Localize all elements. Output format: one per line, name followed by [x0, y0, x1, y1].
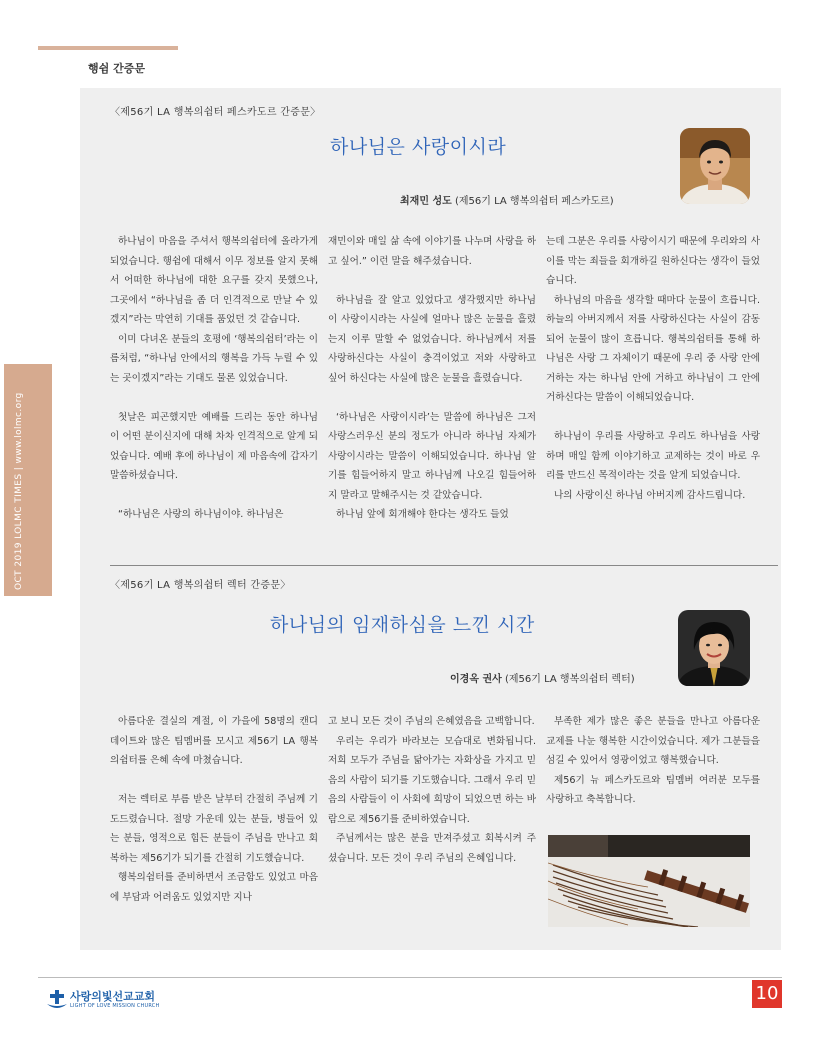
article1-column-3	[546, 232, 760, 505]
article1-col1-para: 이미 다녀온 분들의 호평에 ‘행복의쉼터’라는 이름처럼, “하나님 안에서의 행복을 가득 누릴 수 있는 곳이겠지”라는 기대도 물론 있었습니다.	[110, 333, 318, 384]
event-photo	[548, 835, 750, 927]
article1-title: 하나님은 사랑이시라	[330, 136, 507, 158]
article2-col1-para: 행복의쉼터를 준비하면서 조금함도 있었고 마음에 부담과 어려움도 있었지만 지나	[110, 872, 318, 903]
article2-role: (제56기 LA 행복의쉼터 렉터)	[504, 674, 635, 685]
article2-col3-para: 부족한 제가 많은 좋은 분들을 만나고 아름다운 교제를 나눈 행복한 시간이었습니다. 제가 그분들을 섬길 수 있어서 영광이었고 행복했습니다.	[546, 716, 760, 766]
article1-col2-para: 하나님 앞에 회개해야 한다는 생각도 들었	[336, 509, 509, 520]
section-title: 행쉼 간증문	[88, 62, 145, 75]
article2-col1-para: 저는 렉터로 부름 받은 날부터 간절히 주님께 기도드렸습니다. 절망 가운데 있는 분들, 병들어 있는 분들, 영적으로 힘든 분들이 주님을 만나고 회복하는 제56기가 되기를 간절히 기도했습니다.	[110, 794, 318, 864]
article1-column-2	[328, 232, 536, 525]
article1-col1-para: “하나님은 사랑의 하나님이야. 하나님은	[118, 509, 284, 520]
article1-column-1	[110, 232, 318, 525]
article2-title: 하나님의 임재하심을 느낀 시간	[270, 614, 535, 636]
article1-col1-para: 첫날은 피곤했지만 예배를 드리는 동안 하나님이 어떤 분이신지에 대해 차차 인격적으로 알게 되었습니다. 예배 후에 하나님이 제 마음속에 갑자기 말씀하셨습니다.	[110, 411, 318, 481]
article2-column-1	[110, 712, 318, 907]
footer-line	[38, 977, 782, 978]
article2-label: 〈제56기 LA 행복의쉼터 렉터 간증문〉	[110, 580, 291, 591]
article1-col2-para: 하나님을 잘 알고 있었다고 생각했지만 하나님이 사랑이시라는 사실에 얼마나 많은 눈물을 흘렸는지 이루 말할 수 없었습니다. 하나님께서 저를 사랑하신다는 사실이 충격이었고 저와 사랑하고 싶어 하신다는 사실에 많은 눈물을 흘렸습니다.	[328, 294, 536, 384]
header-accent-bar	[38, 46, 178, 50]
article1-role: (제56기 LA 행복의쉼터 페스카도르)	[454, 196, 614, 207]
article-divider	[110, 565, 778, 566]
article1-col3-para: 나의 사랑이신 하나님 아버지께 감사드립니다.	[554, 489, 746, 501]
sidebar-text: OCT 2019 LOLMC TIMES | www.lolmc.org	[14, 392, 24, 590]
article2-col1-para: 아름다운 결실의 계절, 이 가을에 58명의 캔디데이트와 많은 팀멤버를 모시고 제56기 LA 행복의쉼터를 은혜 속에 마쳤습니다.	[110, 716, 318, 766]
church-cross-icon	[46, 988, 68, 1012]
article1-col3-para: 는데 그분은 우리를 사랑이시기 때문에 우리와의 사이를 막는 죄들을 회개하길 원하신다는 생각이 들었습니다.	[546, 236, 760, 286]
article1-author: 최재민 성도	[400, 196, 452, 207]
sidebar-tab	[4, 364, 52, 596]
author2-photo	[678, 610, 750, 686]
article1-col2-para: 재민이와 매일 삶 속에 이야기를 나누며 사랑을 하고 싶어.” 이런 말을 해주셨습니다.	[328, 236, 536, 267]
article1-byline	[400, 192, 614, 207]
article2-col2-para: 고 보니 모든 것이 주님의 은혜였음을 고백합니다.	[328, 716, 535, 727]
article2-col3-para: 제56기 뉴 페스카도르와 팀멤버 여러분 모두를 사랑하고 축복합니다.	[546, 774, 760, 805]
article1-col3-para: 하나님의 마음을 생각할 때마다 눈물이 흐릅니다. 하늘의 아버지께서 저를 사랑하신다는 사실이 감동되어 눈물이 많이 흐릅니다. 행복의쉼터를 통해 하나님은 사랑 그 자체이기 때문에 우리 중 사랑 안에 거하는 자는 하나님 안에 거하고 하나님이 그 안에 거하신다는 말씀이 이해되었습니다.	[546, 294, 760, 403]
article1-label: 〈제56기 LA 행복의쉼터 페스카도르 간증문〉	[110, 107, 321, 118]
article2-author: 이경옥 권사	[450, 674, 502, 685]
article2-column-2	[328, 712, 536, 868]
church-logo	[46, 988, 160, 1016]
article2-byline	[450, 670, 635, 685]
article2-col2-para: 주님께서는 많은 분을 만져주셨고 회복시켜 주셨습니다. 모든 것이 우리 주님의 은혜입니다.	[328, 833, 536, 864]
article1-col1-para: 하나님이 마음을 주셔서 행복의쉼터에 올라가게 되었습니다. 행쉼에 대해서 이무 정보를 알지 못해서 어떠한 하나님에 대한 요구를 갖지 못했으나, 그곳에서 “하나님을 좀 더 인격적으로 만날 수 있겠지”라는 막연히 기대를 품었던 것 같습니다.	[110, 236, 318, 325]
article2-col2-para: 우리는 우리가 바라보는 모습대로 변화됩니다. 저희 모두가 주님을 닮아가는 자화상을 가지고 믿음의 사람이 되기를 기도했습니다. 그래서 우리 믿음의 사람들이 이 사회에 희망이 되었으면 하는 바람으로 제56기를 준비하였습니다.	[328, 735, 536, 825]
article1-col3-para: 하나님이 우리를 사랑하고 우리도 하나님을 사랑하며 매일 함께 이야기하고 교제하는 것이 바로 우리를 만드신 목적이라는 것을 알게 되었습니다.	[546, 431, 760, 481]
article2-column-3	[546, 712, 760, 810]
author1-photo	[680, 128, 750, 204]
article1-col2-para: ‘하나님은 사랑이시라’는 말씀에 하나님은 그저 사랑스러우신 분의 정도가 아니라 하나님 자체가 사랑이시라는 말씀이 이해되었습니다. 하나님 알기를 힘들어하지 말고 하나님께 나오길 힘들어하지 말라고 말해주시는 것 같았습니다.	[328, 411, 536, 501]
page-number: 10	[752, 980, 782, 1008]
church-subtitle: LIGHT OF LOVE MISSION CHURCH	[70, 1003, 160, 1009]
church-name: 사랑의빛선교교회	[70, 990, 156, 1003]
